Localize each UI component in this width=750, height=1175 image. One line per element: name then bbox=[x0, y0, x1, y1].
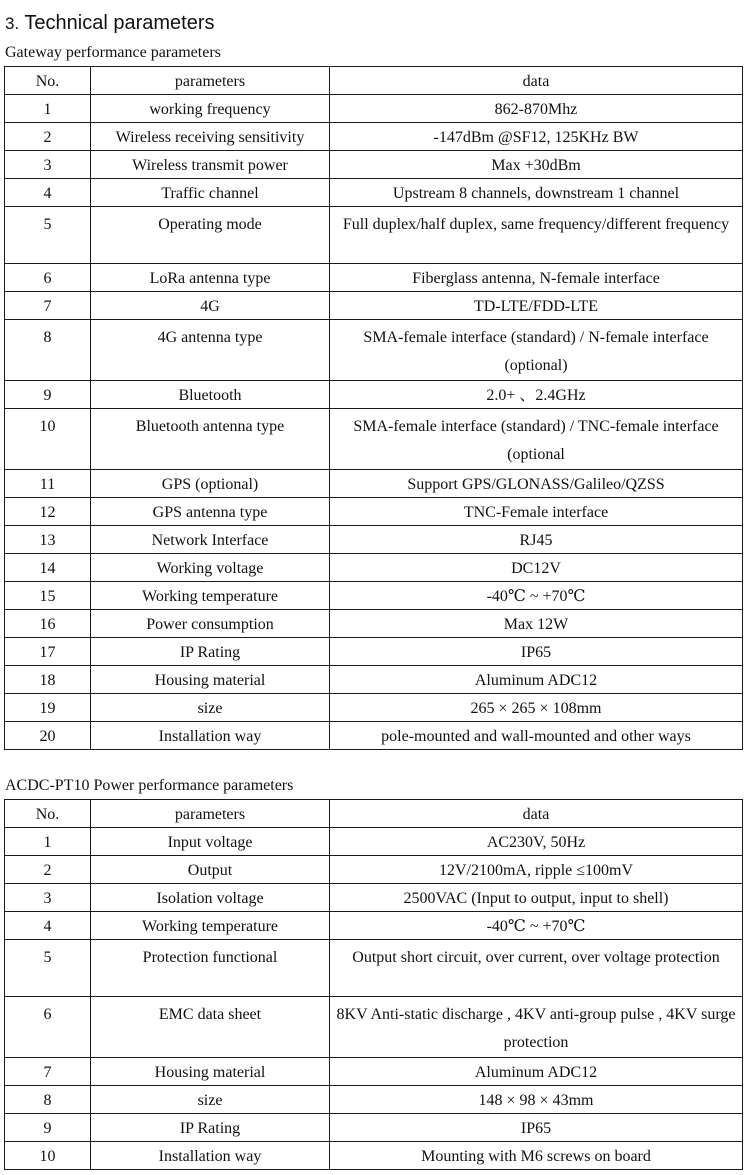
table-row bbox=[5, 381, 743, 409]
table-row bbox=[5, 123, 743, 151]
row-parameter: Working temperature bbox=[91, 582, 330, 610]
row-data: Max 12W bbox=[330, 610, 743, 638]
row-data: IP65 bbox=[330, 638, 743, 666]
row-no: 12 bbox=[5, 498, 91, 526]
table-row bbox=[5, 1058, 743, 1086]
row-no: 6 bbox=[5, 264, 91, 292]
row-no: 10 bbox=[5, 1142, 91, 1170]
table-row bbox=[5, 940, 743, 997]
row-no: 7 bbox=[5, 292, 91, 320]
table-header-row bbox=[5, 67, 743, 95]
row-no: 5 bbox=[5, 940, 91, 997]
table-row bbox=[5, 264, 743, 292]
table-row bbox=[5, 1086, 743, 1114]
row-no: 15 bbox=[5, 582, 91, 610]
row-no: 1 bbox=[5, 828, 91, 856]
row-data: SMA-female interface (standard) / N-female interface (optional) bbox=[330, 320, 743, 381]
row-no: 3 bbox=[5, 884, 91, 912]
row-parameter: Bluetooth antenna type bbox=[91, 409, 330, 470]
table-row bbox=[5, 912, 743, 940]
row-parameter: Bluetooth bbox=[91, 381, 330, 409]
row-no: 5 bbox=[5, 207, 91, 264]
table-row bbox=[5, 884, 743, 912]
row-data: TD-LTE/FDD-LTE bbox=[330, 292, 743, 320]
row-no: 9 bbox=[5, 381, 91, 409]
row-parameter: size bbox=[91, 1086, 330, 1114]
row-parameter: Power consumption bbox=[91, 610, 330, 638]
row-data: 862-870Mhz bbox=[330, 95, 743, 123]
row-data: Fiberglass antenna, N-female interface bbox=[330, 264, 743, 292]
row-parameter: Working temperature bbox=[91, 912, 330, 940]
row-no: 14 bbox=[5, 554, 91, 582]
row-data: -40℃ ~ +70℃ bbox=[330, 912, 743, 940]
row-no: 11 bbox=[5, 470, 91, 498]
row-no: 8 bbox=[5, 320, 91, 381]
row-data: 148 × 98 × 43mm bbox=[330, 1086, 743, 1114]
table-row bbox=[5, 638, 743, 666]
gateway-parameters-table bbox=[4, 66, 743, 750]
row-data: pole-mounted and wall-mounted and other ways bbox=[330, 722, 743, 750]
power-parameters-table bbox=[4, 799, 743, 1170]
row-no: 18 bbox=[5, 666, 91, 694]
table-row bbox=[5, 997, 743, 1058]
row-parameter: Traffic channel bbox=[91, 179, 330, 207]
row-parameter: Wireless transmit power bbox=[91, 151, 330, 179]
table-row bbox=[5, 722, 743, 750]
row-parameter: Installation way bbox=[91, 1142, 330, 1170]
table-row bbox=[5, 409, 743, 470]
row-data: -147dBm @SF12, 125KHz BW bbox=[330, 123, 743, 151]
row-data: TNC-Female interface bbox=[330, 498, 743, 526]
table-row bbox=[5, 179, 743, 207]
table-header-row bbox=[5, 800, 743, 828]
row-no: 8 bbox=[5, 1086, 91, 1114]
row-no: 10 bbox=[5, 409, 91, 470]
power-caption: ACDC-PT10 Power performance parameters bbox=[5, 777, 294, 794]
table-row bbox=[5, 828, 743, 856]
table-row bbox=[5, 470, 743, 498]
row-data: DC12V bbox=[330, 554, 743, 582]
row-data: IP65 bbox=[330, 1114, 743, 1142]
table-row bbox=[5, 526, 743, 554]
row-parameter: Protection functional bbox=[91, 940, 330, 997]
row-no: 6 bbox=[5, 997, 91, 1058]
table-row bbox=[5, 207, 743, 264]
table-row bbox=[5, 610, 743, 638]
row-data: 12V/2100mA, ripple ≤100mV bbox=[330, 856, 743, 884]
header-parameters: parameters bbox=[91, 800, 330, 828]
row-data: AC230V, 50Hz bbox=[330, 828, 743, 856]
table-row bbox=[5, 1142, 743, 1170]
table-row bbox=[5, 292, 743, 320]
row-parameter: Wireless receiving sensitivity bbox=[91, 123, 330, 151]
row-no: 4 bbox=[5, 912, 91, 940]
row-data: 2.0+ 、2.4GHz bbox=[330, 381, 743, 409]
row-data: 2500VAC (Input to output, input to shell) bbox=[330, 884, 743, 912]
row-parameter: GPS (optional) bbox=[91, 470, 330, 498]
row-parameter: 4G antenna type bbox=[91, 320, 330, 381]
row-parameter: Output bbox=[91, 856, 330, 884]
row-no: 20 bbox=[5, 722, 91, 750]
row-data: RJ45 bbox=[330, 526, 743, 554]
table-row bbox=[5, 95, 743, 123]
row-data: Output short circuit, over current, over voltage protection bbox=[330, 940, 743, 997]
table-row bbox=[5, 694, 743, 722]
row-parameter: size bbox=[91, 694, 330, 722]
row-parameter: Housing material bbox=[91, 666, 330, 694]
row-parameter: IP Rating bbox=[91, 1114, 330, 1142]
header-no: No. bbox=[5, 67, 91, 95]
table-row bbox=[5, 498, 743, 526]
table-row bbox=[5, 151, 743, 179]
row-data: Full duplex/half duplex, same frequency/different frequency bbox=[330, 207, 743, 264]
row-no: 17 bbox=[5, 638, 91, 666]
row-parameter: 4G bbox=[91, 292, 330, 320]
row-no: 3 bbox=[5, 151, 91, 179]
row-parameter: EMC data sheet bbox=[91, 997, 330, 1058]
row-no: 4 bbox=[5, 179, 91, 207]
row-no: 16 bbox=[5, 610, 91, 638]
section-number: 3. bbox=[5, 14, 20, 33]
header-no: No. bbox=[5, 800, 91, 828]
row-data: Aluminum ADC12 bbox=[330, 1058, 743, 1086]
row-data: 265 × 265 × 108mm bbox=[330, 694, 743, 722]
row-no: 7 bbox=[5, 1058, 91, 1086]
row-no: 1 bbox=[5, 95, 91, 123]
table-row bbox=[5, 856, 743, 884]
row-data: Support GPS/GLONASS/Galileo/QZSS bbox=[330, 470, 743, 498]
row-no: 2 bbox=[5, 123, 91, 151]
row-no: 9 bbox=[5, 1114, 91, 1142]
section-title: Technical parameters bbox=[24, 12, 215, 34]
table-row bbox=[5, 1114, 743, 1142]
row-data: Max +30dBm bbox=[330, 151, 743, 179]
row-parameter: Input voltage bbox=[91, 828, 330, 856]
section-heading bbox=[5, 10, 214, 37]
table-row bbox=[5, 554, 743, 582]
header-data: data bbox=[330, 800, 743, 828]
table-row bbox=[5, 320, 743, 381]
row-parameter: IP Rating bbox=[91, 638, 330, 666]
row-parameter: working frequency bbox=[91, 95, 330, 123]
row-no: 2 bbox=[5, 856, 91, 884]
row-data: SMA-female interface (standard) / TNC-female interface (optional bbox=[330, 409, 743, 470]
row-parameter: Housing material bbox=[91, 1058, 330, 1086]
row-parameter: LoRa antenna type bbox=[91, 264, 330, 292]
header-data: data bbox=[330, 67, 743, 95]
row-parameter: Working voltage bbox=[91, 554, 330, 582]
row-parameter: Installation way bbox=[91, 722, 330, 750]
row-data: Upstream 8 channels, downstream 1 channel bbox=[330, 179, 743, 207]
row-parameter: Operating mode bbox=[91, 207, 330, 264]
header-parameters: parameters bbox=[91, 67, 330, 95]
row-data: -40℃ ~ +70℃ bbox=[330, 582, 743, 610]
row-parameter: GPS antenna type bbox=[91, 498, 330, 526]
row-parameter: Network Interface bbox=[91, 526, 330, 554]
table-row bbox=[5, 582, 743, 610]
gateway-caption: Gateway performance parameters bbox=[5, 44, 221, 61]
row-no: 19 bbox=[5, 694, 91, 722]
row-no: 13 bbox=[5, 526, 91, 554]
row-data: Mounting with M6 screws on board bbox=[330, 1142, 743, 1170]
table-row bbox=[5, 666, 743, 694]
row-parameter: Isolation voltage bbox=[91, 884, 330, 912]
row-data: 8KV Anti-static discharge , 4KV anti-group pulse , 4KV surge protection bbox=[330, 997, 743, 1058]
row-data: Aluminum ADC12 bbox=[330, 666, 743, 694]
